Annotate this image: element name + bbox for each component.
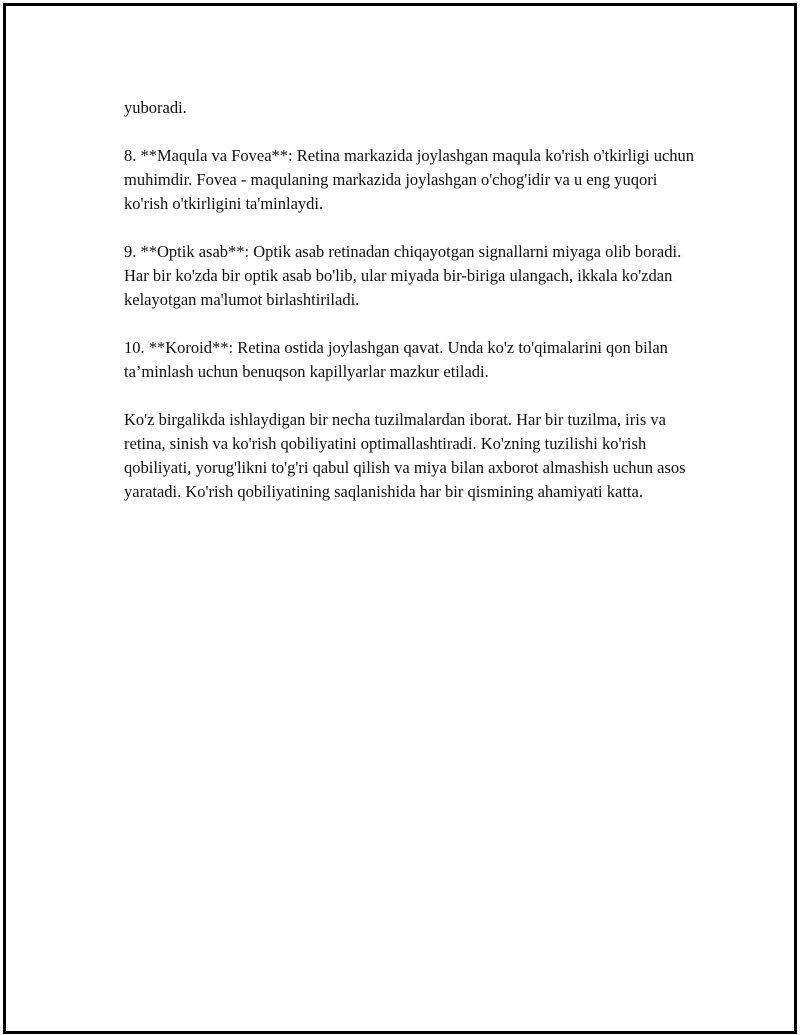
paragraph-koroid: 10. **Koroid**: Retina ostida joylashgan qavat. Unda ko'z to'qimalarini qon bilan ta’minlash uchun benuqson kapillyarlar mazkur etiladi. xyxy=(124,338,668,381)
document-body xyxy=(124,96,704,528)
paragraph-conclusion: Ko'z birgalikda ishlaydigan bir necha tuzilmalardan iborat. Har bir tuzilma, iris va retina, sinish va ko'rish qobiliyatini optimallashtiradi. Ko'zning tuzilishi ko'rish qobiliyati, yorug'likni to'g'ri qabul qilish va miya bilan axborot almashish uchun asos yaratadi. Ko'rish qobiliyatining saqlanishida har bir qismining ahamiyati katta. xyxy=(124,410,686,501)
page-frame xyxy=(3,3,797,1034)
paragraph-continuation: yuboradi. xyxy=(124,98,187,117)
paragraph-maqula-fovea: 8. **Maqula va Fovea**: Retina markazida joylashgan maqula ko'rish o'tkirligi uchun muhimdir. Fovea - maqulaning markazida joylashgan o'chog'idir va u eng yuqori ko'rish o'tkirligini ta'minlaydi. xyxy=(124,146,695,213)
paragraph-optik-asab: 9. **Optik asab**: Optik asab retinadan chiqayotgan signallarni miyaga olib boradi. Har bir ko'zda bir optik asab bo'lib, ular miyada bir-biriga ulangach, ikkala ko'zdan kelayotgan ma'lumot birlashtiriladi. xyxy=(124,242,682,309)
